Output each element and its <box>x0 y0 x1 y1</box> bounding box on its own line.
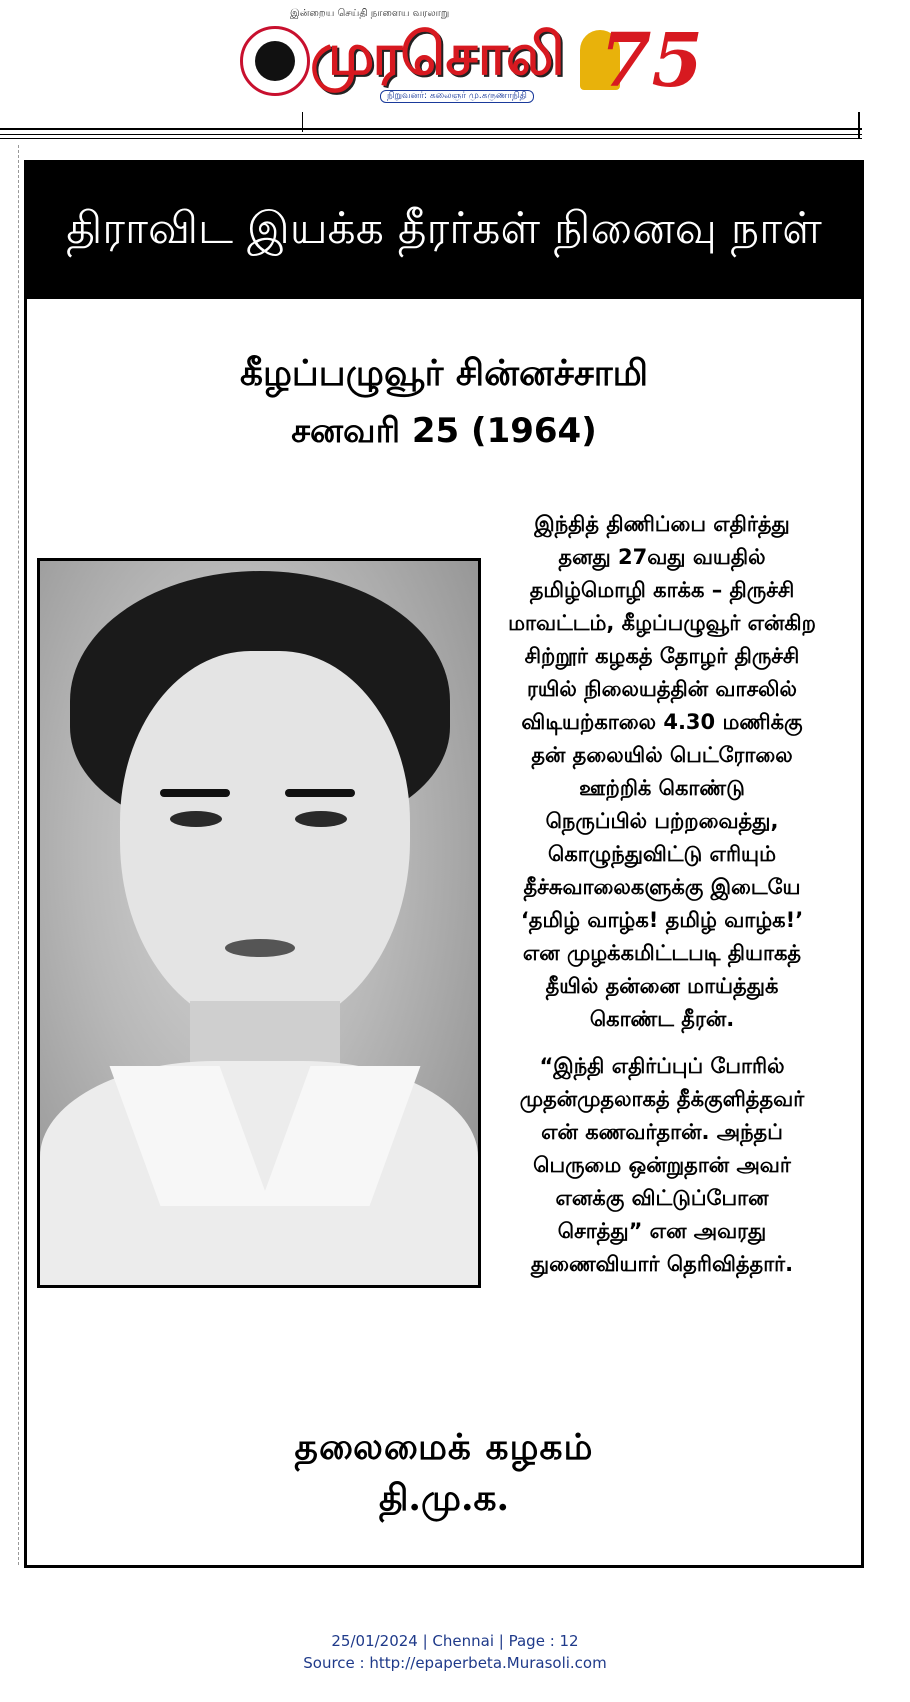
story-line: மாவட்டம், கீழப்பழுவூர் என்கிற <box>508 611 816 635</box>
story-line: என முழக்கமிட்டபடி தியாகத் <box>522 941 802 965</box>
newspaper-logo: முரசொலி <box>310 20 563 88</box>
story-line: தமிழ்மொழி காக்க – திருச்சி <box>529 578 795 602</box>
story-line: ஊற்றிக் கொண்டு <box>579 776 745 800</box>
emblem-icon <box>240 26 310 96</box>
masthead-rule <box>0 128 862 135</box>
story-line: கொண்ட தீரன். <box>589 1007 735 1031</box>
source-link[interactable]: Source : http://epaperbeta.Murasoli.com <box>303 1654 607 1672</box>
quote-paragraph <box>477 1050 847 1281</box>
story-line: சிற்றூர் கழகத் தோழர் திருச்சி <box>524 644 800 668</box>
story-paragraph <box>477 508 847 1036</box>
quote-line: பெருமை ஒன்றுதான் அவர் <box>533 1153 791 1177</box>
edition-info: 25/01/2024 | Chennai | Page : 12 <box>331 1632 579 1650</box>
anniversary-badge: 75 <box>600 18 703 104</box>
story-line: ரயில் நிலையத்தின் வாசலில் <box>527 677 797 701</box>
story-line: கொழுந்துவிட்டு எரியும் <box>548 842 776 866</box>
story-line: இந்தித் திணிப்பை எதிர்த்து <box>534 512 790 536</box>
signature-org: தலைமைக் கழகம் <box>294 1426 594 1468</box>
quote-line: சொத்து” என அவரது <box>557 1219 767 1243</box>
story-line: நெருப்பில் பற்றவைத்து, <box>545 809 779 833</box>
signature-party: தி.மு.க. <box>378 1477 510 1519</box>
story-line: விடியற்காலை 4.30 மணிக்கு <box>521 710 803 734</box>
story-line: தீயில் தன்னை மாய்த்துக் <box>545 974 779 998</box>
memorial-banner: திராவிட இயக்க தீரர்கள் நினைவு நாள் <box>27 163 861 299</box>
masthead <box>230 8 703 108</box>
adjacent-column-edge <box>12 145 19 1565</box>
page-footer <box>0 1630 910 1674</box>
story-line: ‘தமிழ் வாழ்க! தமிழ் வாழ்க!’ <box>520 908 804 932</box>
story-line: தீச்சுவாலைகளுக்கு இடையே <box>523 875 801 899</box>
logo-subtitle: நிறுவனர்: கலைஞர் மு.கருணாநிதி <box>380 90 534 103</box>
quote-line: என் கணவர்தான். அந்தப் <box>541 1120 783 1144</box>
memorial-ad-box <box>24 160 864 1568</box>
masthead-tagline: இன்றைய செய்தி நாளைய வரலாறு <box>290 8 450 19</box>
quote-line: எனக்கு விட்டுப்போன <box>555 1186 769 1210</box>
quote-line: துணைவியார் தெரிவித்தார். <box>530 1252 794 1276</box>
honoree-portrait <box>37 558 481 1288</box>
story-line: தன் தலையில் பெட்ரோலை <box>531 743 793 767</box>
story-line: தனது 27வது வயதில் <box>558 545 766 569</box>
masthead-rule-thin <box>0 138 862 139</box>
story-text <box>477 508 847 1295</box>
quote-line: “இந்தி எதிர்ப்புப் போரில் <box>539 1054 785 1078</box>
memorial-date: சனவரி 25 (1964) <box>291 411 597 451</box>
quote-line: முதன்முதலாகத் தீக்குளித்தவர் <box>519 1087 805 1111</box>
honoree-name: கீழப்பழுவூர் சின்னச்சாமி <box>239 353 649 394</box>
